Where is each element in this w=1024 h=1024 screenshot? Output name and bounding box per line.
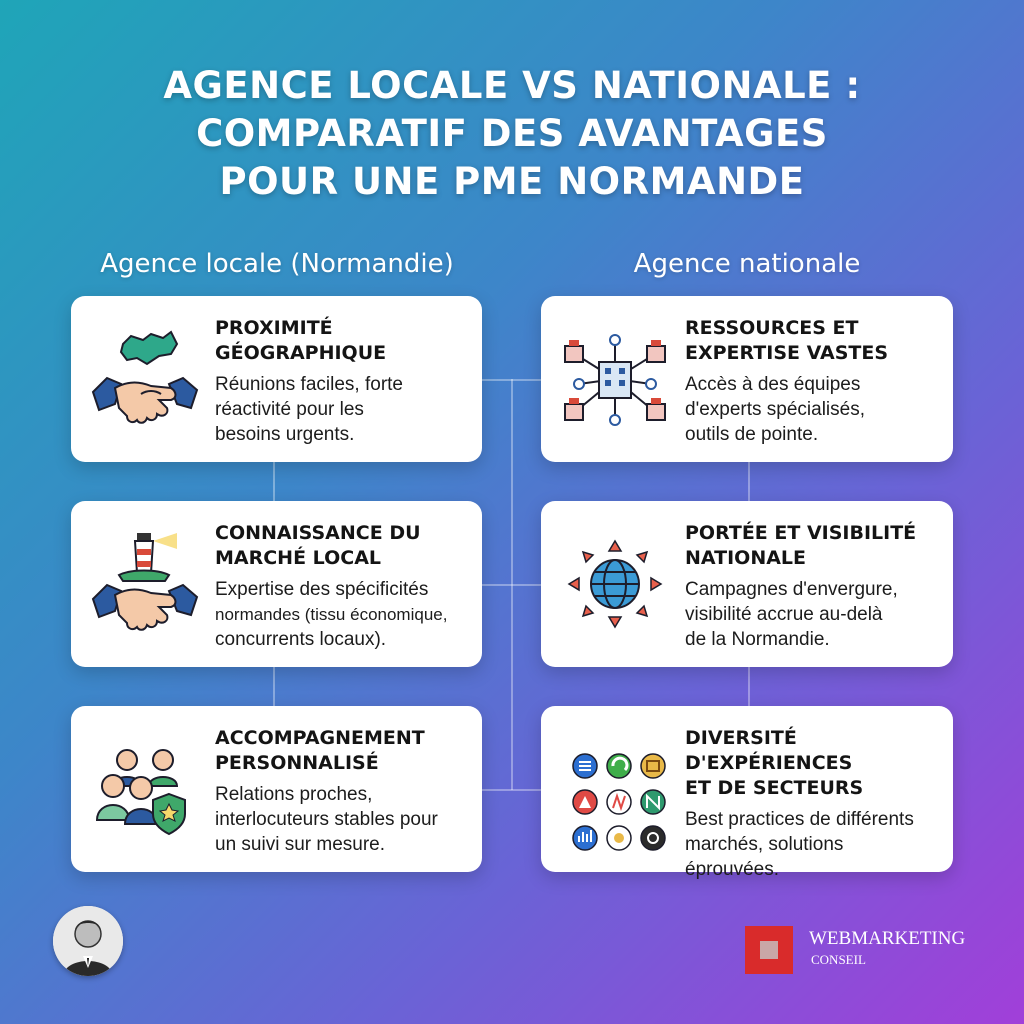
card-connaissance-marche-local	[71, 501, 482, 667]
card-desc-line: marchés, solutions	[685, 834, 844, 855]
title-line-1: AGENCE LOCALE VS NATIONALE :	[163, 64, 861, 107]
card-title-line: CONNAISSANCE DU	[215, 522, 421, 544]
column-heading-local: Agence locale (Normandie)	[100, 249, 454, 279]
avatar	[53, 906, 123, 976]
globe-arrows-icon	[555, 519, 675, 649]
brand-name: WEBMARKETING	[809, 928, 966, 949]
building-network-icon	[555, 314, 675, 444]
card-diversite-experiences	[541, 706, 953, 880]
card-desc-line: Best practices de différents	[685, 809, 914, 830]
card-desc-line: Campagnes d'envergure,	[685, 579, 898, 600]
card-desc-line: Expertise des spécificités	[215, 579, 429, 600]
card-desc-line: Relations proches,	[215, 784, 373, 805]
page-title	[0, 62, 1024, 206]
card-title-line: MARCHÉ LOCAL	[215, 547, 382, 569]
team-shield-icon	[85, 724, 205, 854]
card-desc-line: éprouvées.	[685, 859, 780, 880]
connector-line	[273, 667, 275, 707]
card-title-line: RESSOURCES ET	[685, 317, 859, 339]
title-line-2: COMPARATIF DES AVANTAGES	[196, 112, 828, 155]
card-desc-line: un suivi sur mesure.	[215, 834, 386, 855]
card-title-line: ET DE SECTEURS	[685, 777, 864, 799]
connector-line	[482, 789, 542, 791]
card-proximite-geographique	[71, 296, 482, 462]
card-title-line: EXPERTISE VASTES	[685, 342, 889, 364]
card-title-line: ACCOMPAGNEMENT	[215, 727, 425, 749]
title-line-3: POUR UNE PME NORMANDE	[219, 160, 805, 203]
card-desc-line: interlocuteurs stables pour	[215, 809, 438, 830]
card-desc-line: normandes (tissu économique,	[215, 605, 448, 624]
brand-subtitle: CONSEIL	[811, 952, 866, 967]
card-title-line: NATIONALE	[685, 547, 807, 569]
connector-line	[748, 462, 750, 502]
card-portee-visibilite	[541, 501, 953, 667]
connector-line	[273, 462, 275, 502]
webmarketing-logo-mark	[745, 926, 793, 974]
column-heading-national: Agence nationale	[633, 249, 861, 279]
card-title-line: PORTÉE ET VISIBILITÉ	[685, 522, 917, 544]
card-desc-line: outils de pointe.	[685, 424, 819, 445]
card-title-line: DIVERSITÉ D'EXPÉRIENCES	[685, 727, 853, 774]
connector-line	[482, 584, 542, 586]
card-desc-line: de la Normandie.	[685, 629, 830, 650]
handshake-lighthouse-icon	[85, 519, 205, 649]
card-accompagnement-personnalise	[71, 706, 482, 872]
card-desc-line: Réunions faciles, forte	[215, 374, 403, 395]
card-title-line: GÉOGRAPHIQUE	[215, 342, 387, 364]
connector-line	[748, 667, 750, 707]
card-desc-line: d'experts spécialisés,	[685, 399, 865, 420]
card-title-line: PROXIMITÉ	[215, 317, 333, 339]
handshake-map-icon	[85, 314, 205, 444]
card-desc-line: réactivité pour les	[215, 399, 364, 420]
card-desc-line: Accès à des équipes	[685, 374, 861, 395]
card-ressources-expertise	[541, 296, 953, 462]
connector-line	[482, 379, 542, 381]
sector-logos-icon	[555, 724, 675, 854]
card-desc-line: visibilité accrue au-delà	[685, 604, 883, 625]
card-desc-line: concurrents locaux).	[215, 629, 387, 650]
card-title-line: PERSONNALISÉ	[215, 752, 379, 774]
card-desc-line: besoins urgents.	[215, 424, 355, 445]
